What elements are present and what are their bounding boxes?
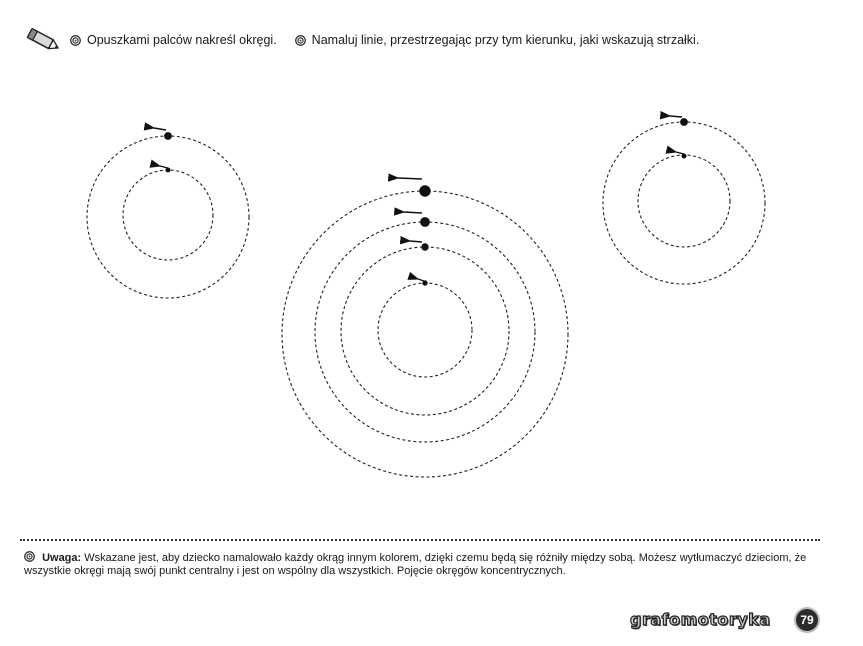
traceable-circle[interactable] [341, 247, 509, 415]
series-logo: grafomotoryka [630, 610, 771, 629]
direction-arrow [404, 212, 422, 213]
note-text: Wskazane jest, aby dziecko namalowało każdy okrąg innym kolorem, dzięki czemu będą się różniły między sobą. Możesz wytłumaczyć dzieciom, że wszystkie okręgi mają swój punkt centralny i jest on wspólny dla wszystkich. Pojęcie okręgów koncentrycznych. [24, 552, 807, 577]
start-point [420, 186, 430, 196]
instruction-first: Opuszkami palców nakreśl okręgi. [87, 33, 277, 47]
page-number: 79 [796, 609, 818, 631]
start-point [681, 119, 687, 125]
direction-arrow [154, 128, 166, 130]
direction-arrow [676, 152, 684, 154]
instruction-second: Namaluj linie, przestrzegając przy tym kierunku, jaki wskazują strzałki. [311, 33, 700, 47]
dotted-divider [20, 539, 820, 541]
direction-arrow [398, 178, 422, 179]
teacher-note [24, 551, 824, 578]
start-point [682, 154, 686, 158]
traceable-circle[interactable] [87, 136, 249, 298]
traceable-circle[interactable] [638, 155, 730, 247]
start-point [165, 133, 171, 139]
start-point [166, 168, 170, 172]
direction-arrow [410, 241, 422, 242]
traceable-circle[interactable] [282, 191, 568, 477]
traceable-circle[interactable] [123, 170, 213, 260]
direction-arrow [670, 116, 682, 117]
direction-arrow [160, 166, 168, 168]
spiral-bullet-icon [24, 551, 35, 562]
note-label: Uwaga: [42, 552, 82, 564]
traceable-circle[interactable] [378, 283, 472, 377]
start-point [422, 244, 428, 250]
traceable-circle[interactable] [603, 122, 765, 284]
start-point [421, 218, 429, 226]
traceable-circle[interactable] [315, 222, 535, 442]
direction-arrow [418, 279, 424, 281]
